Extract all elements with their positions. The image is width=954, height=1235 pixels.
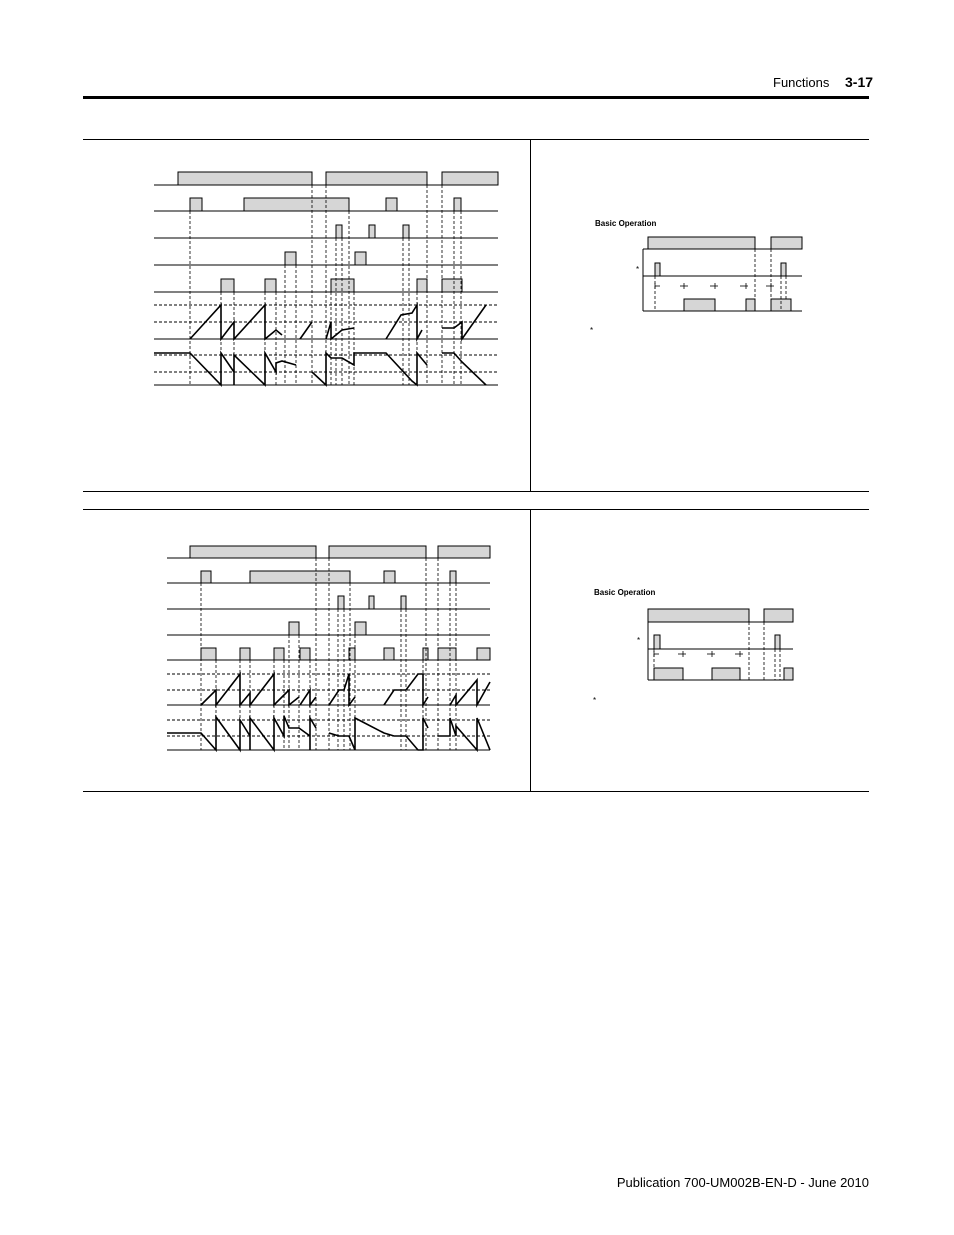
table2-divider bbox=[530, 509, 531, 791]
header-rule bbox=[83, 96, 869, 99]
basic-operation-diagram-2 bbox=[645, 606, 795, 686]
diagram1-note-ref: * bbox=[590, 326, 594, 335]
timing-chart-2 bbox=[163, 540, 493, 755]
diagram1-title: Basic Operation bbox=[595, 219, 657, 228]
footer-publication: Publication 700-UM002B-EN-D - June 2010 bbox=[616, 1175, 869, 1190]
header-page-number: 3-17 bbox=[845, 74, 874, 90]
header-section-title: Functions bbox=[773, 75, 830, 90]
diagram2-note-ref: * bbox=[593, 696, 597, 705]
diagram2-title: Basic Operation bbox=[594, 588, 656, 597]
table2-bottom-rule bbox=[83, 791, 869, 792]
table2-top-rule bbox=[83, 509, 869, 510]
table1-divider bbox=[530, 139, 531, 491]
timing-chart-1 bbox=[150, 165, 500, 390]
diagram1-note-mark: * bbox=[636, 265, 640, 274]
basic-operation-diagram-1 bbox=[640, 235, 805, 315]
table1-bottom-rule bbox=[83, 491, 869, 492]
table1-top-rule bbox=[83, 139, 869, 140]
diagram2-note-mark: * bbox=[637, 636, 641, 645]
